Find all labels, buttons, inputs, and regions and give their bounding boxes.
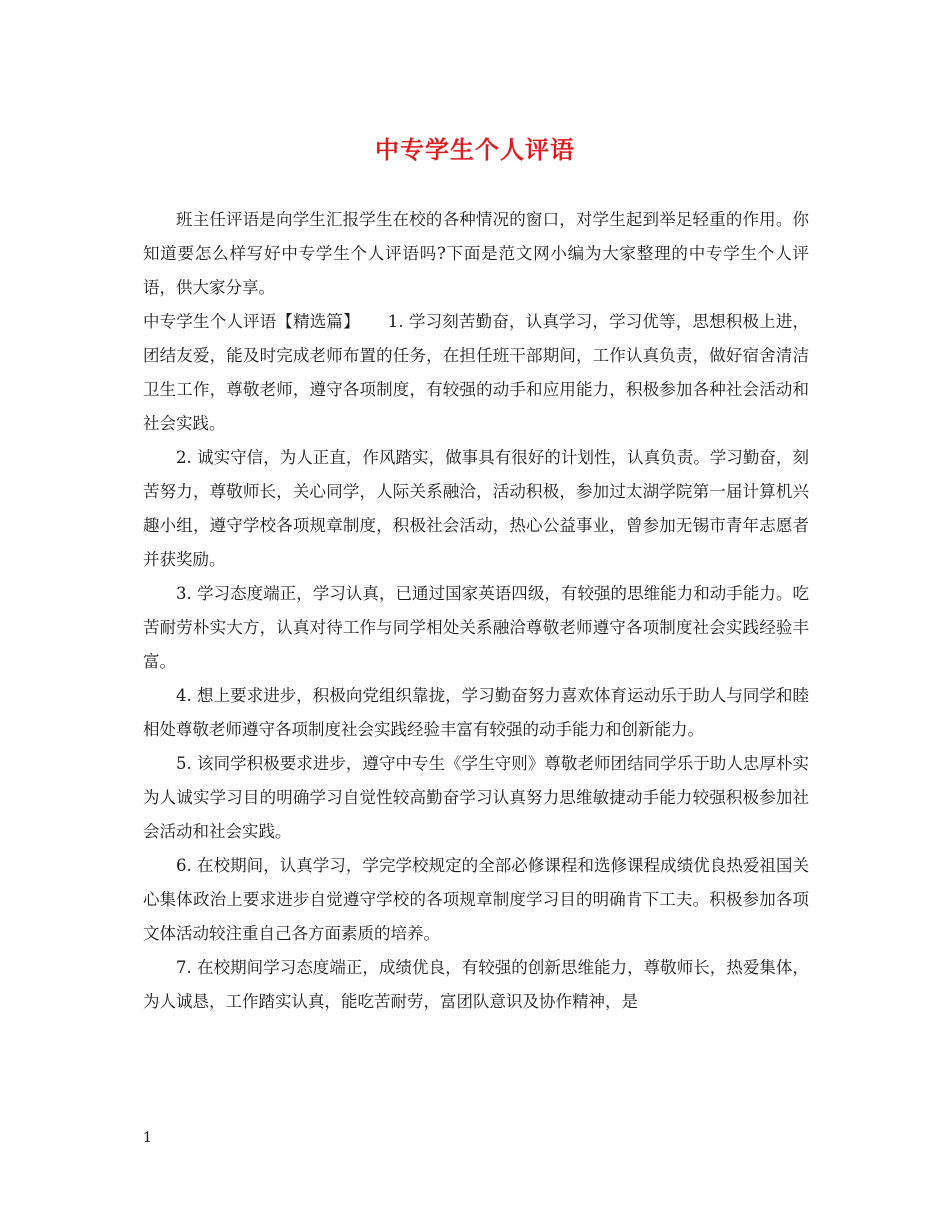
list-item: 3. 学习态度端正，学习认真，已通过国家英语四级，有较强的思维能力和动手能力。吃苦耐劳朴实大方，认真对待工作与同学相处关系融洽尊敬老师遵守各项制度社会实践经验丰富。: [143, 584, 809, 671]
list-item: 4. 想上要求进步，积极向党组织靠拢，学习勤奋努力喜欢体育运动乐于助人与同学和睦相处尊敬老师遵守各项制度社会实践经验丰富有较强的动手能力和创新能力。: [143, 686, 809, 739]
list-item: 1. 学习刻苦勤奋，认真学习，学习优等，思想积极上进，团结友爱，能及时完成老师布置的任务，在担任班干部期间，工作认真负责，做好宿舍清洁卫生工作，尊敬老师，遵守各项制度，有较强的动手和应用能力，积极参加各种社会活动和社会实践。: [143, 312, 810, 433]
list-item: 2. 诚实守信，为人正直，作风踏实，做事具有很好的计划性，认真负责。学习勤奋，刻苦努力，尊敬师长，关心同学，人际关系融洽，活动积极，参加过太湖学院第一届计算机兴趣小组，遵守学校各项规章制度，积极社会活动，热心公益事业，曾参加无锡市青年志愿者并获奖励。: [143, 448, 809, 569]
list-item: 7. 在校期间学习态度端正，成绩优良，有较强的创新思维能力，尊敬师长，热爱集体，为人诚恳，工作踏实认真，能吃苦耐劳，富团队意识及协作精神，是: [143, 958, 809, 1011]
document-body: [143, 203, 809, 1019]
list-item: 5. 该同学积极要求进步，遵守中专生《学生守则》尊敬老师团结同学乐于助人忠厚朴实为人诚实学习目的明确学习自觉性较高勤奋学习认真努力思维敏捷动手能力较强积极参加社会活动和社会实践。: [143, 754, 809, 841]
section-paragraph: [143, 305, 809, 441]
page-number: 1: [143, 1130, 152, 1146]
list-item: 6. 在校期间，认真学习，学完学校规定的全部必修课程和选修课程成绩优良热爱祖国关心集体政治上要求进步自觉遵守学校的各项规章制度学习目的明确肯下工夫。积极参加各项文体活动较注重自己各方面素质的培养。: [143, 856, 809, 943]
intro-paragraph: 班主任评语是向学生汇报学生在校的各种情况的窗口，对学生起到举足轻重的作用。你知道要怎么样写好中专学生个人评语吗?下面是范文网小编为大家整理的中专学生个人评语，供大家分享。: [143, 210, 809, 297]
document-title: 中专学生个人评语: [375, 135, 575, 164]
section-title: 中专学生个人评语【精选篇】: [143, 312, 360, 331]
